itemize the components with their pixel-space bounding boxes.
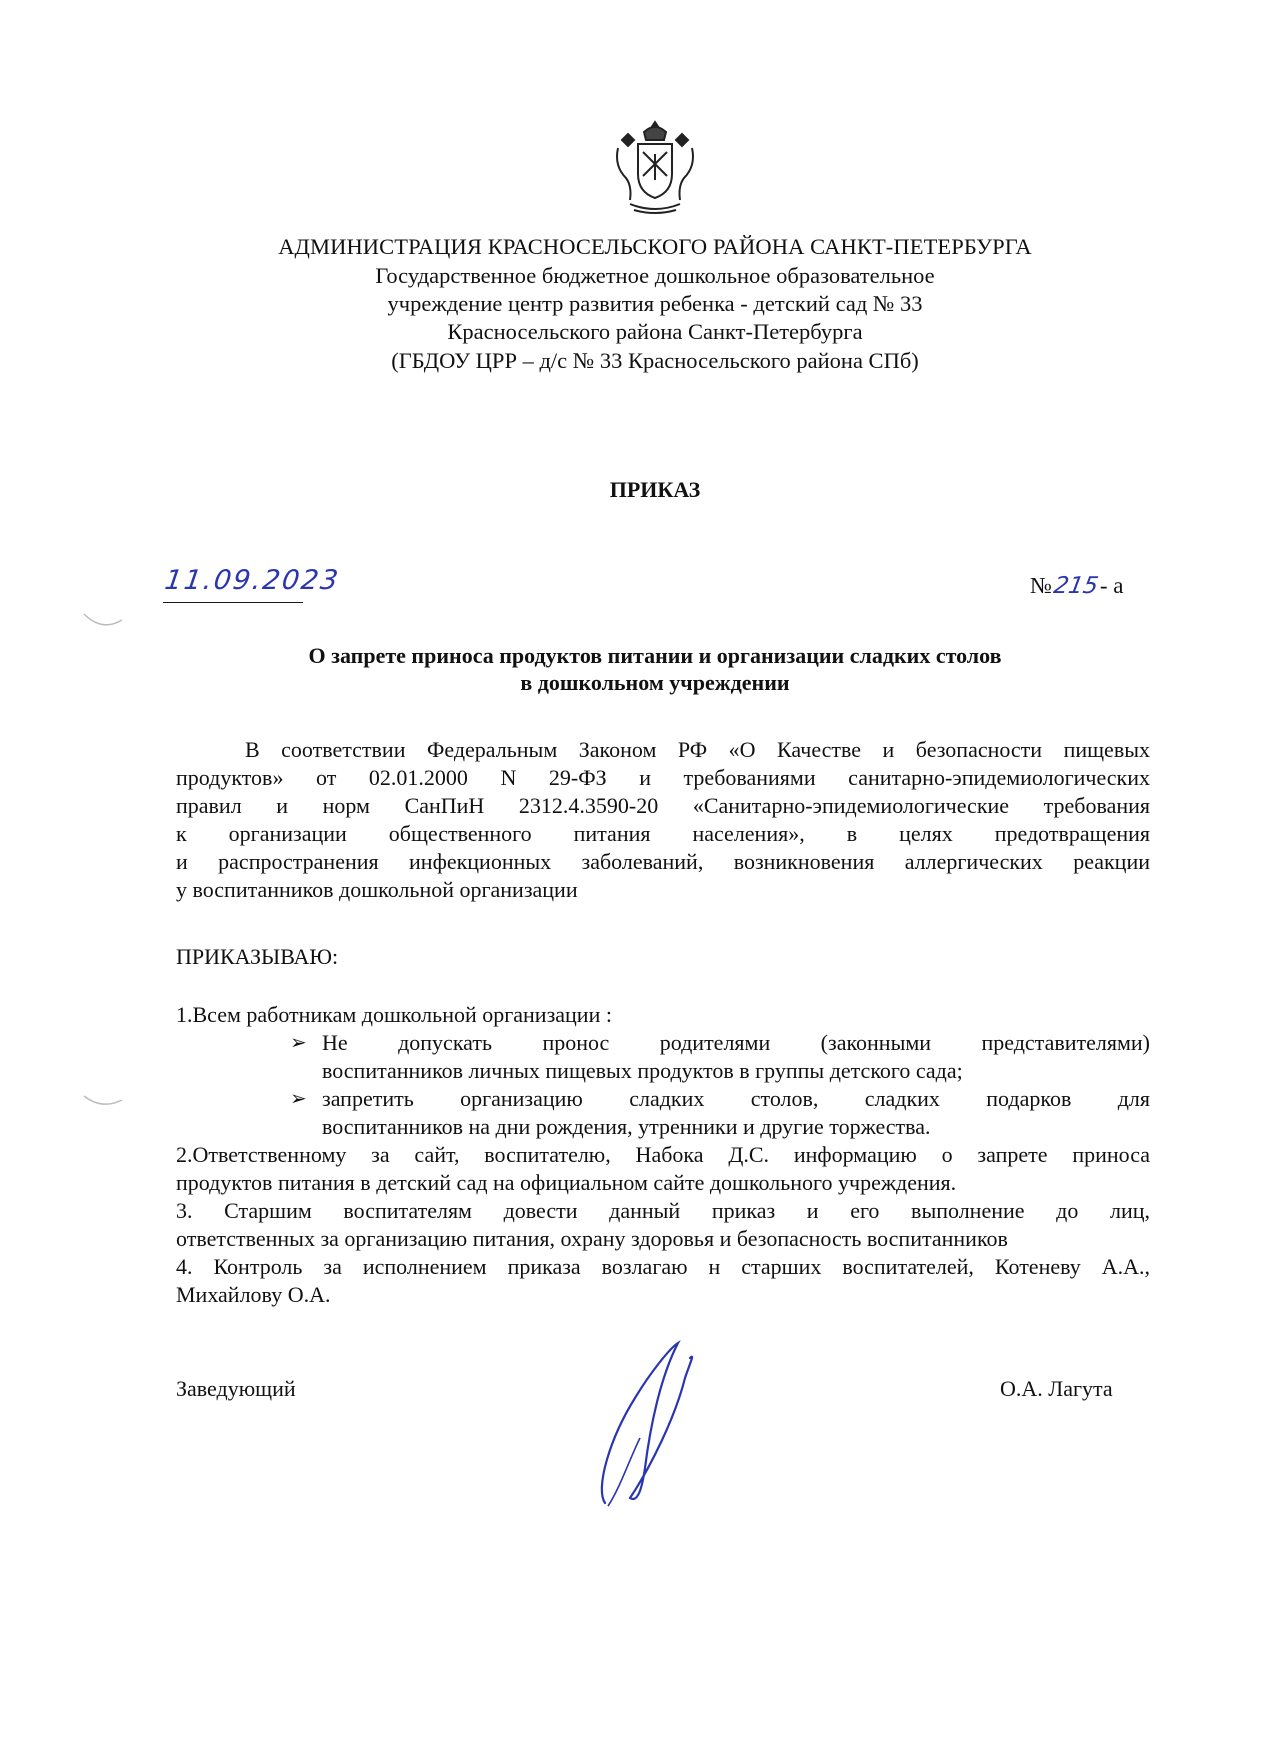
number-sign: №: [1030, 573, 1052, 598]
item-3-line-1: 3. Старшим воспитателям довести данный приказ и его выполнение до лиц,: [176, 1198, 1150, 1223]
arrow-bullet-icon: ➢: [290, 1088, 307, 1110]
order-title: ПРИКАЗ: [609, 477, 701, 502]
preamble-line-1: В соответствии Федеральным Законом РФ «О Качестве и безопасности пищевых: [245, 737, 1150, 762]
order-number: [1030, 573, 1123, 599]
subject-line-2: в дошкольном учреждении: [520, 670, 790, 695]
item-4-line-1: 4. Контроль за исполнением приказа возлагаю н старших воспитателей, Котеневу А.А.,: [176, 1254, 1150, 1279]
preamble-line-5: и распространения инфекционных заболеваний, возникновения аллергических реакции: [176, 849, 1150, 874]
subject-line-1: О запрете приноса продуктов питании и организации сладких столов: [308, 643, 1002, 668]
handwritten-signature: [590, 1338, 700, 1513]
item-3-line-2: ответственных за организацию питания, охрану здоровья и безопасность воспитанников: [176, 1226, 1008, 1251]
signatory-name: О.А. Лагута: [1000, 1376, 1113, 1401]
preamble-line-6: у воспитанников дошкольной организации: [176, 877, 578, 902]
scan-punch-mark: [80, 608, 126, 632]
institution-line-2: учреждение центр развития ребенка - детский сад № 33: [387, 291, 923, 316]
handwritten-date: 11.09.2023: [162, 565, 342, 596]
preamble-line-4: к организации общественного питания населения», в целях предотвращения: [176, 821, 1150, 846]
item-1-bullet-1-line-1: Не допускать пронос родителями (законными представителями): [322, 1030, 1150, 1055]
preamble-line-2: продуктов» от 02.01.2000 N 29-ФЗ и требованиями санитарно-эпидемиологических: [176, 765, 1150, 790]
institution-line-1: Государственное бюджетное дошкольное образовательное: [375, 263, 935, 288]
item-1-bullet-1-line-2: воспитанников личных пищевых продуктов в группы детского сада;: [322, 1058, 963, 1083]
scan-punch-mark: [80, 1090, 126, 1114]
institution-abbreviation: (ГБДОУ ЦРР – д/с № 33 Красносельского района СПб): [391, 348, 919, 373]
item-1-bullet-2-line-2: воспитанников на дни рождения, утренники и другие торжества.: [322, 1114, 931, 1139]
handwritten-number: 215: [1051, 573, 1101, 599]
order-directive: ПРИКАЗЫВАЮ:: [176, 944, 339, 969]
administration-title: АДМИНИСТРАЦИЯ КРАСНОСЕЛЬСКОГО РАЙОНА САНКТ-ПЕТЕРБУРГА: [278, 234, 1032, 259]
item-2-line-1: 2.Ответственному за сайт, воспитателю, Набока Д.С. информацию о запрете приноса: [176, 1142, 1150, 1167]
coat-of-arms-emblem: [610, 118, 700, 218]
preamble-line-3: правил и норм СанПиН 2312.4.3590-20 «Санитарно-эпидемиологические требования: [176, 793, 1150, 818]
item-1-bullet-2-line-1: запретить организацию сладких столов, сладких подарков для: [322, 1086, 1150, 1111]
item-1-heading: 1.Всем работникам дошкольной организации :: [176, 1002, 612, 1027]
number-suffix: - а: [1099, 573, 1124, 598]
signatory-position: Заведующий: [176, 1376, 296, 1401]
item-4-line-2: Михайлову О.А.: [176, 1282, 331, 1307]
item-2-line-2: продуктов питания в детский сад на официальном сайте дошкольного учреждения.: [176, 1170, 957, 1195]
date-underline: [163, 602, 303, 603]
arrow-bullet-icon: ➢: [290, 1032, 307, 1054]
institution-line-3: Красносельского района Санкт-Петербурга: [447, 319, 863, 344]
